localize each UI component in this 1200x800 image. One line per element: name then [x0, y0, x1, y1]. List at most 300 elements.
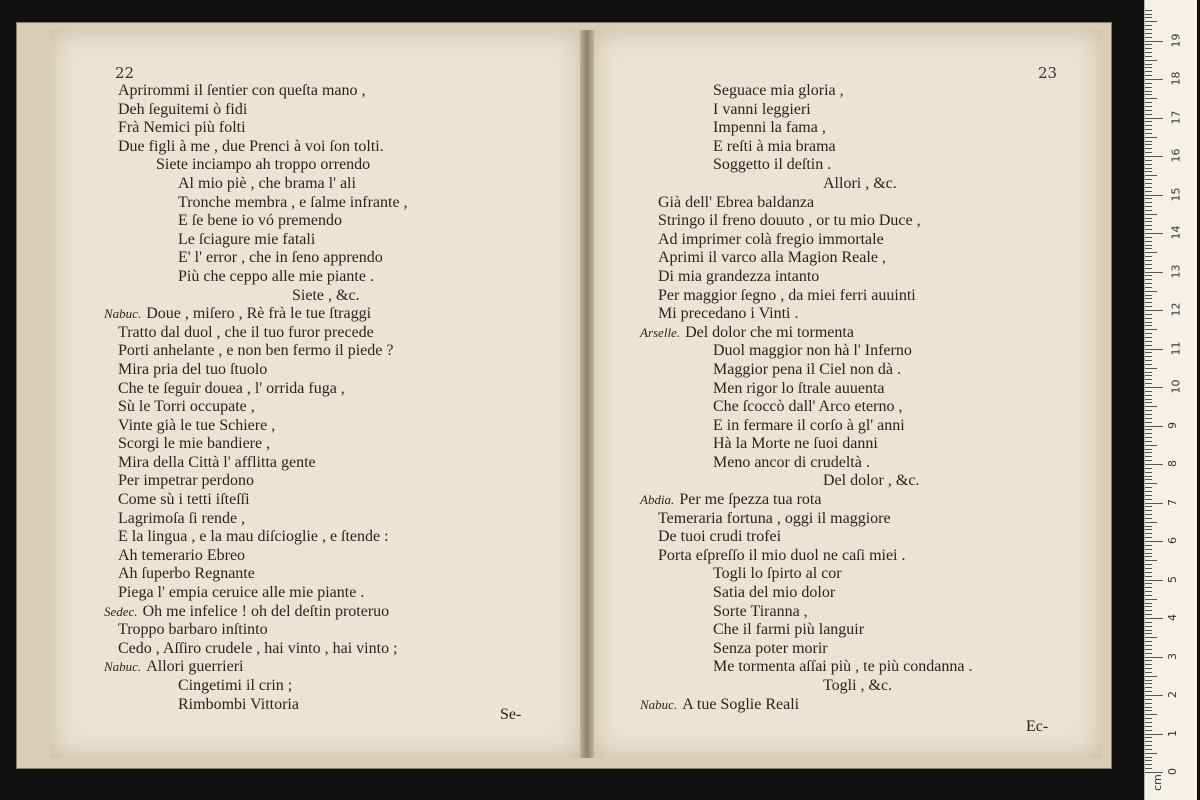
ruler-tick: [1145, 429, 1152, 430]
ruler-tick: [1145, 160, 1152, 161]
line-text: Rimbombi Vittoria: [178, 695, 299, 713]
text-line: [118, 454, 573, 473]
catchword-left: Se-: [500, 706, 522, 723]
text-line: [118, 491, 573, 510]
ruler-tick: [1145, 406, 1157, 407]
text-line: [118, 138, 573, 157]
ruler-tick: [1145, 603, 1152, 604]
ruler-tick: [1145, 722, 1152, 723]
ruler-tick: [1145, 137, 1157, 138]
ruler-tick: [1145, 764, 1152, 765]
line-text: Porti anhelante , e non ben fermo il piede ?: [118, 342, 394, 360]
ruler-tick: [1145, 352, 1152, 353]
ruler-tick: [1145, 699, 1152, 700]
ruler-tick: [1145, 418, 1152, 419]
ruler-tick: [1145, 102, 1152, 103]
ruler-tick: [1145, 772, 1163, 773]
ruler-tick: [1145, 248, 1152, 249]
ruler-tick: [1145, 452, 1152, 453]
ruler-tick: [1145, 583, 1152, 584]
ruler-tick: [1145, 710, 1152, 711]
line-text: Satia del mio dolor: [713, 584, 836, 602]
ruler-tick: [1145, 483, 1157, 484]
line-text: Duol maggior non hà l' Inferno: [713, 342, 912, 360]
ruler-tick: [1145, 375, 1152, 376]
text-line: [118, 212, 573, 231]
ruler-tick: [1145, 491, 1152, 492]
ruler-tick: [1145, 202, 1152, 203]
ruler-tick: [1145, 533, 1152, 534]
text-line: [118, 249, 573, 268]
ruler-tick: [1145, 21, 1157, 22]
line-text: Frà Nemici più folti: [118, 119, 246, 137]
ruler-tick: [1145, 657, 1163, 658]
text-line: [118, 194, 573, 213]
ruler-tick: [1145, 660, 1152, 661]
ruler-tick: [1145, 87, 1152, 88]
ruler-tick: [1145, 437, 1152, 438]
ruler-tick: [1145, 433, 1152, 434]
ruler-tick: [1145, 245, 1152, 246]
line-text: Togli lo ſpirto al cor: [713, 565, 842, 583]
ruler-tick: [1145, 291, 1157, 292]
ruler-label: 9: [1166, 421, 1179, 429]
text-line: [118, 677, 573, 696]
ruler-tick: [1145, 237, 1152, 238]
text-line: [118, 547, 573, 566]
text-line: [658, 417, 1078, 436]
ruler-tick: [1145, 44, 1152, 45]
ruler-tick: [1145, 48, 1152, 49]
ruler-tick: [1145, 556, 1152, 557]
line-text: Porta eſpreſſo il mio duol ne caſi miei .: [658, 546, 906, 564]
text-line: [658, 472, 1078, 491]
ruler-tick: [1145, 125, 1152, 126]
ruler-tick: [1145, 645, 1152, 646]
ruler-tick: [1145, 549, 1152, 550]
ruler-tick: [1145, 626, 1152, 627]
ruler-tick: [1145, 156, 1163, 157]
page-number-left: 22: [115, 64, 135, 82]
ruler-tick: [1145, 56, 1152, 57]
ruler-tick: [1145, 630, 1152, 631]
ruler-tick: [1145, 476, 1152, 477]
speaker-label: Arselle.: [640, 324, 681, 340]
text-line: [118, 175, 573, 194]
ruler-tick: [1145, 221, 1152, 222]
text-line: [118, 528, 573, 547]
line-text: Senza poter morir: [713, 639, 828, 657]
ruler-tick: [1145, 83, 1152, 84]
line-text: E reſti à mia brama: [713, 137, 836, 155]
ruler-tick: [1145, 472, 1152, 473]
line-text: Come sù i tetti iſteſſi: [118, 491, 250, 509]
line-text: Tratto dal duol , che il tuo furor precede: [118, 323, 374, 341]
ruler-tick: [1145, 749, 1152, 750]
ruler-tick: [1145, 695, 1163, 696]
ruler-label: 8: [1166, 460, 1179, 467]
ruler-tick: [1145, 468, 1152, 469]
ruler-tick: [1145, 17, 1152, 18]
text-line: [658, 138, 1078, 157]
text-line: [658, 547, 1078, 566]
ruler-tick: [1145, 94, 1152, 95]
ruler-tick: [1145, 14, 1152, 15]
speaker-label: Abdia.: [640, 492, 675, 508]
ruler-tick: [1145, 33, 1152, 34]
ruler-tick: [1145, 218, 1152, 219]
text-line: [640, 491, 1078, 510]
ruler-tick: [1145, 195, 1163, 196]
speaker-label: Nabuc.: [104, 306, 142, 322]
ruler-tick: [1145, 537, 1152, 538]
text-line: [658, 361, 1078, 380]
line-text: De tuoi crudi trofei: [658, 528, 782, 546]
ruler-label: 3: [1166, 652, 1179, 660]
ruler-tick: [1145, 171, 1152, 172]
text-line: [658, 640, 1078, 659]
line-text: Che ſcoccò dall' Arco eterno ,: [713, 398, 903, 416]
ruler-tick: [1145, 372, 1152, 373]
ruler-tick: [1145, 514, 1152, 515]
line-text: Cingetimi il crin ;: [178, 677, 293, 694]
line-text: Aprimi il varco alla Magion Reale ,: [658, 249, 886, 267]
ruler-tick: [1145, 426, 1163, 427]
line-text: Deh ſeguitemi ò fidi: [118, 100, 248, 118]
text-line: [118, 621, 573, 640]
line-text: Vinte già le tue Schiere ,: [118, 416, 276, 434]
ruler-label: 7: [1166, 498, 1179, 506]
ruler-tick: [1145, 456, 1152, 457]
ruler-tick: [1145, 283, 1152, 284]
ruler-tick: [1145, 506, 1152, 507]
ruler-tick: [1145, 118, 1163, 119]
ruler-tick: [1145, 510, 1152, 511]
text-line: [658, 101, 1078, 120]
text-line: [658, 287, 1078, 306]
line-text: Doue , miſero , Rè frà le tue ſtraggi: [146, 305, 372, 323]
text-line: [658, 82, 1078, 101]
ruler-label: 19: [1169, 33, 1183, 47]
ruler-label: 18: [1169, 71, 1183, 86]
page-number-right: 23: [1038, 64, 1058, 82]
text-line: [658, 658, 1078, 677]
ruler-tick: [1145, 610, 1152, 611]
line-text: Due figli à me , due Prenci à voi ſon tolti.: [118, 137, 384, 155]
ruler-tick: [1145, 441, 1152, 442]
ruler-tick: [1145, 364, 1152, 365]
text-line: [118, 565, 573, 584]
ruler-tick: [1145, 445, 1157, 446]
text-line: [658, 510, 1078, 529]
ruler-tick: [1145, 649, 1152, 650]
ruler-tick: [1145, 564, 1152, 565]
text-line: [658, 621, 1078, 640]
ruler-tick: [1145, 29, 1152, 30]
ruler-tick: [1145, 580, 1163, 581]
line-text: Sorte Tiranna ,: [713, 602, 808, 620]
ruler-tick: [1145, 310, 1163, 311]
ruler-label: 2: [1166, 691, 1179, 698]
ruler-tick: [1145, 606, 1152, 607]
text-line: [658, 584, 1078, 603]
text-line: [658, 398, 1078, 417]
line-text: Che il farmi più languir: [713, 621, 865, 639]
ruler-tick: [1145, 614, 1152, 615]
ruler-tick: [1145, 275, 1152, 276]
line-text: Me tormenta aſſai più , te più condanna .: [713, 658, 973, 676]
ruler-tick: [1145, 637, 1157, 638]
ruler-label: 5: [1166, 575, 1179, 583]
line-text: Oh me infelice ! oh del deſtin proteruo: [142, 602, 390, 620]
text-line: [658, 565, 1078, 584]
line-text: Aprirommi il ſentier con queſta mano ,: [118, 82, 366, 99]
ruler-tick: [1145, 503, 1163, 504]
text-line: [118, 231, 573, 250]
text-line: [104, 658, 573, 677]
text-line: [658, 249, 1078, 268]
ruler-tick: [1145, 152, 1152, 153]
line-text: Tronche membra , e ſalme infrante ,: [178, 193, 408, 211]
ruler-label: 4: [1166, 614, 1179, 621]
ruler-tick: [1145, 730, 1152, 731]
ruler-tick: [1145, 183, 1152, 184]
ruler-tick: [1145, 499, 1152, 500]
line-text: A tue Soglie Reali: [682, 695, 800, 713]
ruler-tick: [1145, 210, 1152, 211]
text-line: [104, 602, 573, 622]
text-line: [118, 361, 573, 380]
ruler-tick: [1145, 314, 1152, 315]
ruler-tick: [1145, 449, 1152, 450]
text-line: [658, 528, 1078, 547]
text-line: [658, 454, 1078, 473]
ruler-tick: [1145, 553, 1152, 554]
ruler-label: 10: [1169, 379, 1183, 394]
ruler-tick: [1145, 653, 1152, 654]
ruler-tick: [1145, 225, 1152, 226]
ruler-tick: [1145, 345, 1152, 346]
ruler-tick: [1145, 349, 1163, 350]
text-line: [118, 398, 573, 417]
ruler-tick: [1145, 760, 1152, 761]
ruler-tick: [1145, 191, 1152, 192]
text-line: [658, 212, 1078, 231]
line-text: E la lingua , e la mau diſcioglie , e ſtende :: [118, 528, 389, 546]
ruler-tick: [1145, 60, 1157, 61]
ruler-tick: [1145, 368, 1157, 369]
text-line: [640, 323, 1078, 343]
line-text: Soggetto il deſtin .: [713, 156, 832, 174]
ruler-tick: [1145, 168, 1152, 169]
ruler-tick: [1145, 391, 1152, 392]
text-line: [118, 380, 573, 399]
ruler-tick: [1145, 279, 1152, 280]
line-text: Togli , &c.: [823, 677, 893, 694]
left-page-text: [104, 82, 573, 714]
ruler-tick: [1145, 479, 1152, 480]
ruler-tick: [1145, 306, 1152, 307]
text-line: [658, 380, 1078, 399]
line-text: Seguace mia gloria ,: [713, 82, 844, 99]
ruler-tick: [1145, 622, 1152, 623]
ruler-label: 6: [1166, 537, 1179, 544]
text-line: [118, 640, 573, 659]
text-line: [640, 695, 1078, 715]
ruler-tick: [1145, 148, 1152, 149]
speaker-label: Nabuc.: [640, 696, 678, 712]
ruler-tick: [1145, 318, 1152, 319]
ruler-tick: [1145, 683, 1152, 684]
ruler-tick: [1145, 298, 1152, 299]
ruler-tick: [1145, 198, 1152, 199]
speaker-label: Sedec.: [104, 603, 138, 619]
text-line: [658, 156, 1078, 175]
ruler-tick: [1145, 333, 1152, 334]
ruler-tick: [1145, 302, 1152, 303]
ruler-tick: [1145, 37, 1152, 38]
ruler-tick: [1145, 464, 1163, 465]
text-line: [118, 472, 573, 491]
ruler-label: 16: [1169, 148, 1183, 163]
ruler-tick: [1145, 52, 1152, 53]
ruler-tick: [1145, 526, 1152, 527]
line-text: I vanni leggieri: [713, 100, 811, 118]
line-text: E in fermare il corſo à gl' anni: [713, 416, 905, 434]
line-text: Mira della Città l' afflitta gente: [118, 453, 316, 471]
ruler-tick: [1145, 680, 1152, 681]
line-text: Di mia grandezza intanto: [658, 267, 820, 285]
ruler-tick: [1145, 753, 1157, 754]
text-line: [118, 584, 573, 603]
ruler-tick: [1145, 726, 1152, 727]
ruler-tick: [1145, 129, 1152, 130]
ruler-tick: [1145, 718, 1152, 719]
ruler-tick: [1145, 264, 1152, 265]
text-line: [658, 175, 1078, 194]
ruler-tick: [1145, 341, 1152, 342]
ruler-tick: [1145, 241, 1152, 242]
line-text: Maggior pena il Ciel non dà .: [713, 360, 901, 378]
ruler-tick: [1145, 591, 1152, 592]
ruler-tick: [1145, 252, 1157, 253]
line-text: Del dolor che mi tormenta: [685, 323, 854, 341]
ruler-label: 11: [1169, 341, 1183, 355]
ruler-label: 13: [1169, 264, 1183, 278]
ruler-tick: [1145, 529, 1152, 530]
text-line: [118, 156, 573, 175]
line-text: Per me ſpezza tua rota: [679, 491, 822, 509]
speaker-label: Nabuc.: [104, 659, 142, 675]
ruler-tick: [1145, 402, 1152, 403]
ruler-tick: [1145, 568, 1152, 569]
ruler-tick: [1145, 179, 1152, 180]
ruler-tick: [1145, 487, 1152, 488]
ruler-tick: [1145, 395, 1152, 396]
line-text: Allori guerrieri: [146, 658, 244, 676]
ruler-tick: [1145, 360, 1152, 361]
line-text: Siete , &c.: [292, 286, 360, 304]
line-text: Ad imprimer colà fregio immortale: [658, 230, 884, 248]
ruler-tick: [1145, 260, 1152, 261]
text-line: [118, 82, 573, 101]
text-line: [118, 324, 573, 343]
ruler-tick: [1145, 460, 1152, 461]
catchword-right: Ec-: [1026, 718, 1049, 735]
text-line: [658, 435, 1078, 454]
ruler-tick: [1145, 745, 1152, 746]
ruler-label: 1: [1166, 729, 1179, 737]
ruler-tick: [1145, 618, 1163, 619]
line-text: Per maggior ſegno , da miei ferri auuinti: [658, 286, 916, 304]
ruler-tick: [1145, 106, 1152, 107]
line-text: Mi precedano i Vinti .: [658, 305, 799, 323]
line-text: Che te ſeguir douea , l' orrida fuga ,: [118, 379, 345, 397]
line-text: Meno ancor di crudeltà .: [713, 453, 870, 471]
line-text: Sù le Torri occupate ,: [118, 398, 255, 416]
ruler-tick: [1145, 337, 1152, 338]
ruler-tick: [1145, 714, 1157, 715]
ruler-tick: [1145, 737, 1152, 738]
text-line: [118, 119, 573, 138]
ruler-tick: [1145, 175, 1157, 176]
line-text: Le ſciagure mie fatali: [178, 230, 316, 248]
text-line: [118, 342, 573, 361]
ruler-tick: [1145, 229, 1152, 230]
text-line: [658, 268, 1078, 287]
line-text: Al mio piè , che brama l' ali: [178, 174, 356, 192]
ruler-tick: [1145, 329, 1157, 330]
ruler-tick: [1145, 110, 1152, 111]
ruler-tick: [1145, 268, 1152, 269]
line-text: Men rigor lo ſtrale auuenta: [713, 379, 885, 397]
ruler-tick: [1145, 599, 1157, 600]
ruler-tick: [1145, 672, 1152, 673]
text-line: [118, 417, 573, 436]
text-line: [658, 119, 1078, 138]
ruler-tick: [1145, 495, 1152, 496]
ruler-tick: [1145, 256, 1152, 257]
line-text: Scorgi le mie bandiere ,: [118, 435, 271, 453]
ruler-tick: [1145, 422, 1152, 423]
ruler-tick: [1145, 641, 1152, 642]
ruler-label: 17: [1169, 110, 1183, 124]
line-text: E' l' error , che in ſeno apprendo: [178, 249, 383, 267]
ruler-tick: [1145, 91, 1152, 92]
ruler-tick: [1145, 141, 1152, 142]
line-text: Piega l' empia ceruice alle mie piante .: [118, 584, 365, 602]
line-text: Temeraria fortuna , oggi il maggiore: [658, 509, 891, 527]
ruler-tick: [1145, 287, 1152, 288]
ruler-tick: [1145, 741, 1152, 742]
ruler-tick: [1145, 356, 1152, 357]
ruler-tick: [1145, 75, 1152, 76]
measuring-ruler: [1144, 0, 1197, 800]
ruler-tick: [1145, 414, 1152, 415]
text-line: [658, 677, 1078, 696]
text-line: [658, 603, 1078, 622]
text-line: [658, 231, 1078, 250]
ruler-tick: [1145, 676, 1157, 677]
ruler-tick: [1145, 187, 1152, 188]
ruler-tick: [1145, 25, 1152, 26]
ruler-tick: [1145, 541, 1163, 542]
ruler-tick: [1145, 691, 1152, 692]
right-page-text: [640, 82, 1078, 714]
ruler-tick: [1145, 768, 1152, 769]
line-text: Allori , &c.: [823, 174, 897, 192]
ruler-tick: [1145, 322, 1152, 323]
